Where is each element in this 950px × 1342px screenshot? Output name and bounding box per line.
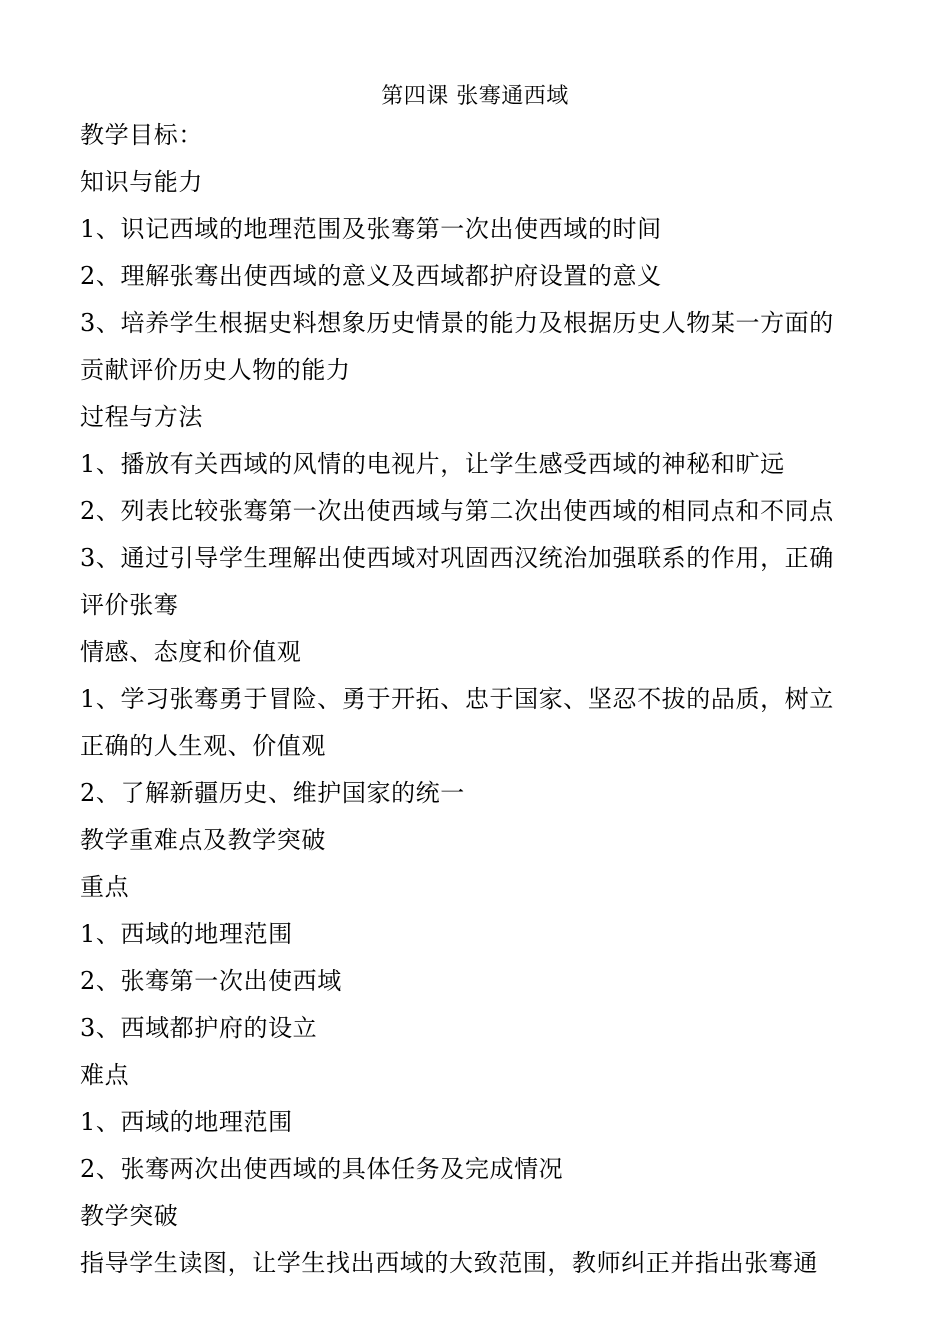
heading-teaching-goals: 教学目标： [80, 121, 203, 149]
subheading-breakthrough: 教学突破 [80, 1202, 179, 1230]
list-item: 1、播放有关西域的风情的电视片，让学生感受西域的神秘和旷远 [80, 450, 785, 478]
list-item: 2、列表比较张骞第一次出使西域与第二次出使西域的相同点和不同点 [80, 497, 834, 525]
list-item-continuation: 正确的人生观、价值观 [80, 732, 326, 760]
list-item: 3、通过引导学生理解出使西域对巩固西汉统治加强联系的作用，正确 [80, 544, 834, 572]
list-item: 2、张骞两次出使西域的具体任务及完成情况 [80, 1155, 564, 1183]
subheading-emotion-values: 情感、态度和价值观 [80, 638, 302, 666]
subheading-difficult-points: 难点 [80, 1061, 130, 1089]
list-item-continuation: 贡献评价历史人物的能力 [80, 356, 351, 384]
subheading-knowledge-ability: 知识与能力 [80, 168, 203, 196]
heading-key-difficult-points: 教学重难点及教学突破 [80, 826, 326, 854]
list-item: 2、张骞第一次出使西域 [80, 967, 342, 995]
list-item: 3、西域都护府的设立 [80, 1014, 318, 1042]
subheading-process-method: 过程与方法 [80, 403, 203, 431]
document-body [80, 112, 875, 1287]
list-item-continuation: 评价张骞 [80, 591, 179, 619]
lesson-title: 第四课 张骞通西域 [381, 84, 569, 109]
list-item: 1、识记西域的地理范围及张骞第一次出使西域的时间 [80, 215, 662, 243]
paragraph-line: 指导学生读图，让学生找出西域的大致范围，教师纠正并指出张骞通 [80, 1249, 818, 1277]
list-item: 3、培养学生根据史料想象历史情景的能力及根据历史人物某一方面的 [80, 309, 834, 337]
list-item: 2、理解张骞出使西域的意义及西域都护府设置的意义 [80, 262, 662, 290]
list-item: 2、了解新疆历史、维护国家的统一 [80, 779, 465, 807]
subheading-key-points: 重点 [80, 873, 130, 901]
list-item: 1、西域的地理范围 [80, 1108, 293, 1136]
list-item: 1、学习张骞勇于冒险、勇于开拓、忠于国家、坚忍不拔的品质，树立 [80, 685, 834, 713]
list-item: 1、西域的地理范围 [80, 920, 293, 948]
